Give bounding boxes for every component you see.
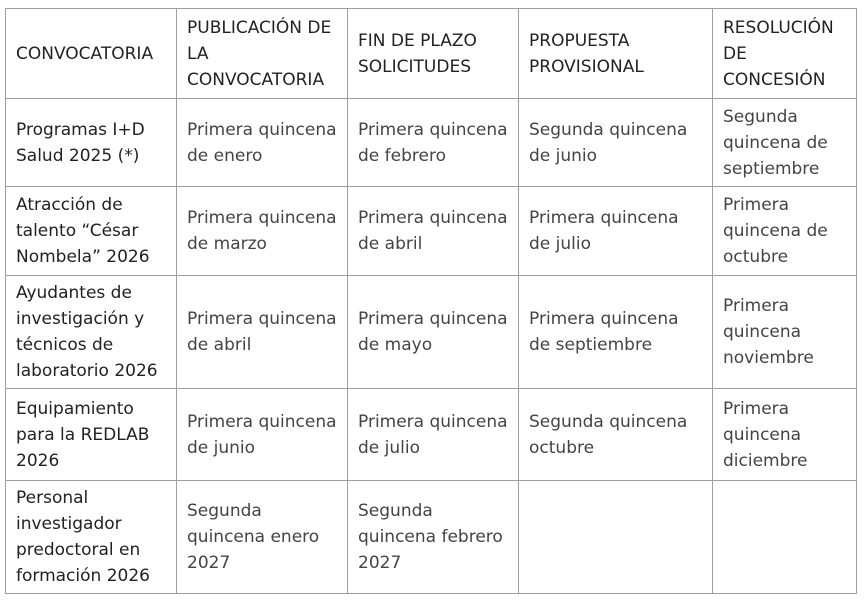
cell-propuesta: Primera quincena de septiembre bbox=[519, 276, 713, 389]
cell-fin-plazo: Primera quincena de mayo bbox=[348, 276, 519, 389]
cell-fin-plazo: Primera quincena de julio bbox=[348, 389, 519, 481]
table-row bbox=[6, 276, 857, 389]
table-row bbox=[6, 481, 857, 594]
cell-convocatoria: Programas I+D Salud 2025 (*) bbox=[6, 99, 177, 187]
table-header-row bbox=[6, 9, 857, 99]
calendar-table bbox=[5, 8, 857, 594]
table-row bbox=[6, 389, 857, 481]
cell-publicacion: Primera quincena de marzo bbox=[177, 187, 348, 276]
header-convocatoria: CONVOCATORIA bbox=[6, 9, 177, 99]
cell-fin-plazo: Segunda quincena febrero 2027 bbox=[348, 481, 519, 594]
header-publicacion: PUBLICACIÓN DE LA CONVOCATORIA bbox=[177, 9, 348, 99]
cell-publicacion: Primera quincena de enero bbox=[177, 99, 348, 187]
cell-propuesta: Segunda quincena de junio bbox=[519, 99, 713, 187]
cell-convocatoria: Equipamiento para la REDLAB 2026 bbox=[6, 389, 177, 481]
cell-convocatoria: Atracción de talento “César Nombela” 2026 bbox=[6, 187, 177, 276]
cell-publicacion: Primera quincena de junio bbox=[177, 389, 348, 481]
cell-resolucion: Primera quincena de octubre bbox=[713, 187, 857, 276]
table-row bbox=[6, 99, 857, 187]
cell-fin-plazo: Primera quincena de abril bbox=[348, 187, 519, 276]
cell-resolucion: Primera quincena noviembre bbox=[713, 276, 857, 389]
cell-resolucion: Primera quincena diciembre bbox=[713, 389, 857, 481]
cell-propuesta: Segunda quincena octubre bbox=[519, 389, 713, 481]
cell-propuesta: Primera quincena de julio bbox=[519, 187, 713, 276]
header-fin-plazo: FIN DE PLAZO SOLICITUDES bbox=[348, 9, 519, 99]
cell-convocatoria: Ayudantes de investigación y técnicos de laboratorio 2026 bbox=[6, 276, 177, 389]
cell-resolucion bbox=[713, 481, 857, 594]
cell-fin-plazo: Primera quincena de febrero bbox=[348, 99, 519, 187]
header-resolucion: RESOLUCIÓN DE CONCESIÓN bbox=[713, 9, 857, 99]
table-row bbox=[6, 187, 857, 276]
cell-publicacion: Segunda quincena enero 2027 bbox=[177, 481, 348, 594]
header-propuesta: PROPUESTA PROVISIONAL bbox=[519, 9, 713, 99]
cell-publicacion: Primera quincena de abril bbox=[177, 276, 348, 389]
cell-resolucion: Segunda quincena de septiembre bbox=[713, 99, 857, 187]
cell-convocatoria: Personal investigador predoctoral en formación 2026 bbox=[6, 481, 177, 594]
cell-propuesta bbox=[519, 481, 713, 594]
